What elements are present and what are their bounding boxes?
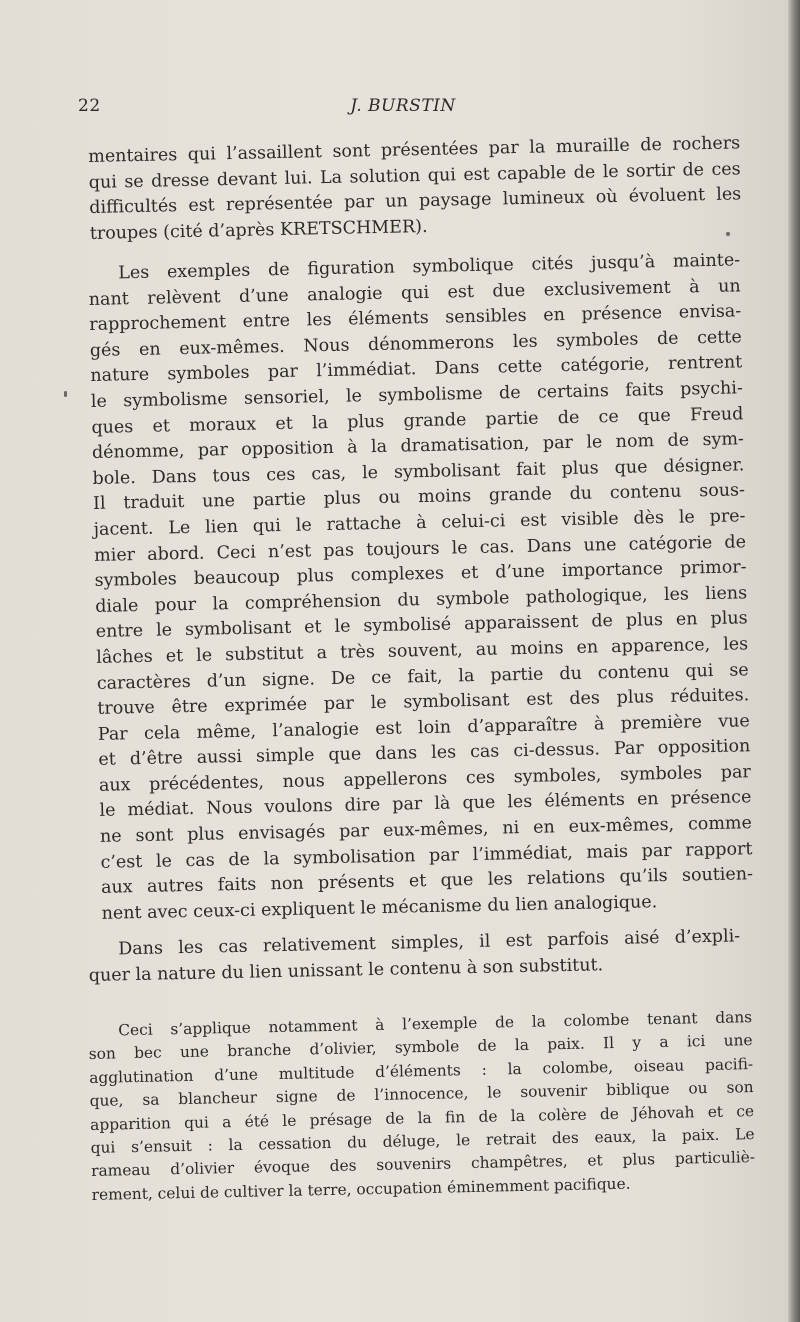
text-line: agglutination d’une multitude d’éléments : la colombe, oiseau pacifi- (89, 1054, 754, 1087)
text-line: nent avec ceux-ci expliquent le mécanisme du lien analogique. (101, 892, 658, 924)
text-line: le médiat. Nous voulons dire par là que les éléments en présence (99, 787, 752, 822)
ink-speck (726, 232, 730, 236)
text-line: caractères d’un signe. De ce fait, la partie du contenu qui se (96, 659, 749, 694)
paragraph-dove-example (88, 1006, 756, 1207)
text-line: Par cela même, l’analogie est loin d’apparaître à première vue (97, 710, 750, 745)
text-line: ne sont plus envisagés par eux-mêmes, ni en eux-mêmes, comme (99, 813, 753, 847)
text-line: difficultés est représentée par un paysage lumineux où évoluent les (89, 184, 742, 218)
text-line: Dans les cas relativement simples, il est parfois aisé d’expli- (118, 926, 741, 960)
text-line: mentaires qui l’assaillent sont présentées par la muraille de rochers (88, 133, 741, 167)
text-line: lâches et le substitut a très souvent, au moins en apparence, les (96, 634, 749, 668)
text-line: c’est le cas de la symbolisation par l’immédiat, mais par rapport (100, 838, 753, 873)
ink-speck (64, 391, 67, 397)
text-line: rapprochement entre les éléments sensibles en présence envisa- (89, 301, 742, 336)
paragraph-symbolic-figuration (88, 248, 754, 927)
text-line: dénomme, par opposition à la dramatisation, par le nom de sym- (91, 429, 745, 464)
text-line: nature symboles par l’immédiat. Dans cette catégorie, rentrent (90, 352, 743, 387)
text-line: Il traduit une partie plus ou moins grande du contenu sous- (92, 480, 746, 515)
text-line: aux autres faits non présents et que les relations qu’ils soutien- (100, 864, 754, 899)
page-header (78, 96, 728, 124)
text-line: diale pour la compréhension du symbole pathologique, les liens (95, 582, 748, 617)
text-line: jacent. Le lien qui le rattache à celui-ci est visible dès le pre- (93, 506, 746, 540)
text-line: et d’être aussi simple que dans les cas ci-dessus. Par opposition (98, 736, 751, 771)
text-line: qui s’ensuit : la cessation du déluge, le retrait des eaux, la paix. Le (90, 1125, 755, 1158)
page-number: 22 (78, 96, 101, 116)
text-line: symboles beaucoup plus complexes et d’une importance primor- (94, 557, 747, 592)
page-edge-shadow (788, 0, 800, 1322)
paragraph-quote-continuation (88, 131, 742, 247)
text-line: apparition qui a été le présage de la fin de la colère de Jéhovah et ce (90, 1101, 755, 1134)
text-line: rement, celui de cultiver la terre, occupation éminemment pacifique. (91, 1174, 631, 1204)
text-line: quer la nature du lien unissant le contenu à son substitut. (88, 954, 604, 986)
text-line: ques et moraux et la plus grande partie de ce que Freud (91, 403, 744, 438)
text-line: gés en eux-mêmes. Nous dénommerons les symboles de cette (89, 327, 742, 361)
text-line: nant relèvent d’une analogie qui est due exclusivement à un (88, 275, 741, 310)
text-line: Ceci s’applique notamment à l’exemple de la colombe tenant dans (118, 1008, 753, 1040)
text-line: qui se dresse devant lui. La solution qui est capable de le sortir de ces (88, 158, 741, 193)
text-line: trouve être exprimée par le symbolisant est des plus réduites. (97, 685, 750, 719)
text-line: mier abord. Ceci n’est pas toujours le cas. Dans une catégorie de (93, 531, 747, 566)
text-line: aux précédentes, nous appellerons ces symboles, symboles par (98, 762, 752, 796)
text-line: son bec une branche d’olivier, symbole de la paix. Il y a ici une (88, 1031, 753, 1064)
text-line: le symbolisme sensoriel, le symbolisme de certains faits psychi- (90, 378, 743, 412)
text-line: rameau d’olivier évoque des souvenirs champêtres, et plus particuliè- (90, 1148, 756, 1181)
running-head: J. BURSTIN (350, 96, 456, 116)
text-line: bole. Dans tous ces cas, le symbolisant fait plus que désigner. (92, 455, 745, 489)
text-line: que, sa blancheur signe de l’innocence, le souvenir biblique ou son (89, 1078, 754, 1111)
text-line: entre le symbolisant et le symbolisé apparaissent de plus en plus (95, 608, 748, 643)
text-line: Les exemples de figuration symbolique cités jusqu’à mainte- (118, 250, 741, 284)
text-line: troupes (cité d’après KRETSCHMER). (89, 216, 428, 244)
